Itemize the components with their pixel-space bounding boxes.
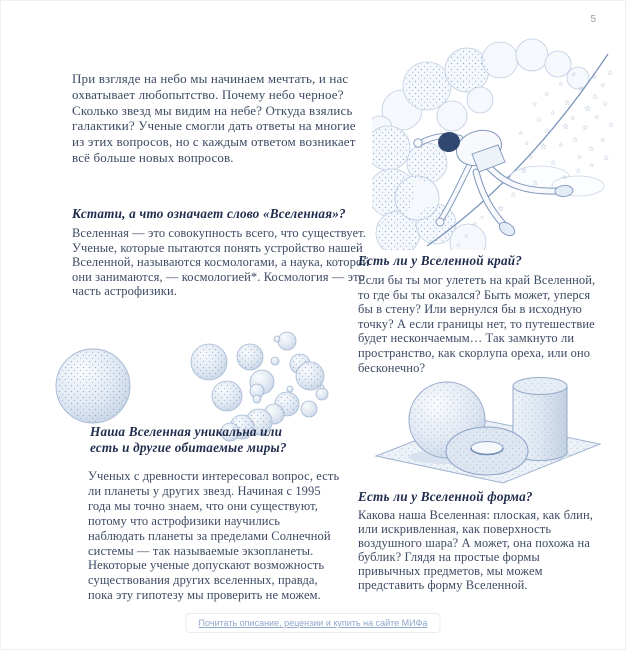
star-icon: ☆ (603, 154, 610, 162)
star-icon: ☆ (472, 221, 478, 228)
section-about-heading: Кстати, а что означает слово «Вселенная»? (72, 206, 346, 221)
star-icon: ☆ (464, 234, 469, 240)
star-icon: ☆ (578, 85, 585, 93)
star-icon: ☆ (570, 115, 576, 122)
star-icon: ☆ (562, 174, 568, 181)
astronaut-illustration (372, 26, 614, 250)
star-icon: ☆ (536, 116, 543, 124)
intro-paragraph: При взгляде на небо мы начинаем мечтать, и нас охватывает любопытство. Почему небо черное? Сколько звезд мы видим на небе? Откуда взялись галактики? Ученые смогли дать ответы на многие из этих вопросов, но с каждым ответом возникает всё больше новых вопросов. (72, 71, 356, 165)
star-icon: ☆ (518, 130, 524, 137)
star-icon: ☆ (577, 154, 583, 161)
star-icon: ☆ (544, 91, 550, 98)
section-edge-body: Если бы ты мог улететь на край Вселенной, то где бы ты оказался? Быть может, уперся бы в стену? Или вернулся бы в исходную точку? А если границы нет, то путешествие будет нескончаемым… Так замкнуто ли пространство, как скорлупа ореха, или оно бесконечно? (358, 273, 596, 375)
star-icon: ☆ (588, 145, 595, 153)
star-icon: ☆ (607, 69, 614, 77)
star-icon: ☆ (540, 142, 548, 151)
star-icon: ☆ (550, 159, 557, 167)
section-about-body: Вселенная — это совокупность всего, что существует. Ученые, которые пытаются понять устройство нашей Вселенной, называются космологами, а наука, которой они занимаются, — космологией*. Космология — это часть астрофизики. (72, 226, 370, 299)
big-sphere (56, 349, 130, 423)
footer-link-container (186, 613, 441, 631)
section-edge-heading: Есть ли у Вселенной край? (358, 253, 523, 268)
star-icon: ☆ (558, 81, 564, 88)
footer-purchase-link[interactable]: Почитать описание, рецензии и купить на сайте МИФа (186, 613, 441, 633)
star-icon: ☆ (544, 127, 551, 135)
section-shape-body: Какова наша Вселенная: плоская, как блин, или искривленная, как поверхность воздушного шара? А может, она похожа на бублик? Глядя на простые формы привычных предметов, мы можем представить форму Вселенной. (358, 508, 593, 592)
star-icon: ☆ (550, 110, 556, 117)
star-icon: ☆ (564, 99, 571, 107)
star-icon: ☆ (592, 74, 598, 81)
star-icon: ☆ (602, 100, 609, 108)
star-icon: ☆ (532, 101, 538, 108)
section-unique-body: Ученых с древности интересовал вопрос, есть ли планеты у других звезд. Начиная с 1995 года мы точно знаем, что они существуют, потому что астрофизики научились наблюдать планеты за пределами Солнечной системы — так называемые экзопланеты. Некоторые ученые допускают возможность существования других вселенных, правда, пока эту гипотезу мы проверить не можем. (88, 469, 340, 603)
star-icon: ☆ (582, 124, 589, 132)
star-icon: ☆ (520, 166, 528, 175)
star-icon: ☆ (584, 104, 592, 113)
star-icon: ☆ (572, 136, 579, 144)
star-icon: ☆ (497, 204, 505, 213)
star-icon: ☆ (589, 162, 595, 169)
star-icon: ☆ (594, 114, 600, 121)
star-icon: ☆ (528, 154, 534, 161)
star-icon: ☆ (562, 122, 570, 131)
star-icon: ☆ (456, 243, 461, 249)
star-icon: ☆ (600, 82, 606, 89)
star-icon: ☆ (600, 137, 606, 144)
star-icon: ☆ (608, 121, 614, 129)
star-icon: ☆ (571, 71, 577, 78)
star-icon: ☆ (505, 175, 511, 182)
star-icon: ☆ (558, 142, 564, 149)
star-icon: ☆ (510, 191, 517, 199)
shapes-illustration (368, 356, 613, 489)
star-icon: ☆ (592, 93, 599, 101)
star-icon: ☆ (575, 167, 582, 175)
star-icon: ☆ (524, 140, 530, 147)
torus-shape (446, 427, 528, 475)
star-icon: ☆ (480, 215, 485, 221)
star-icon: ☆ (532, 179, 539, 187)
section-unique-heading: Наша Вселенная уникальна или есть и другие обитаемые миры? (90, 424, 287, 455)
section-shape-heading: Есть ли у Вселенной форма? (358, 489, 533, 504)
page-number: 5 (590, 14, 596, 25)
